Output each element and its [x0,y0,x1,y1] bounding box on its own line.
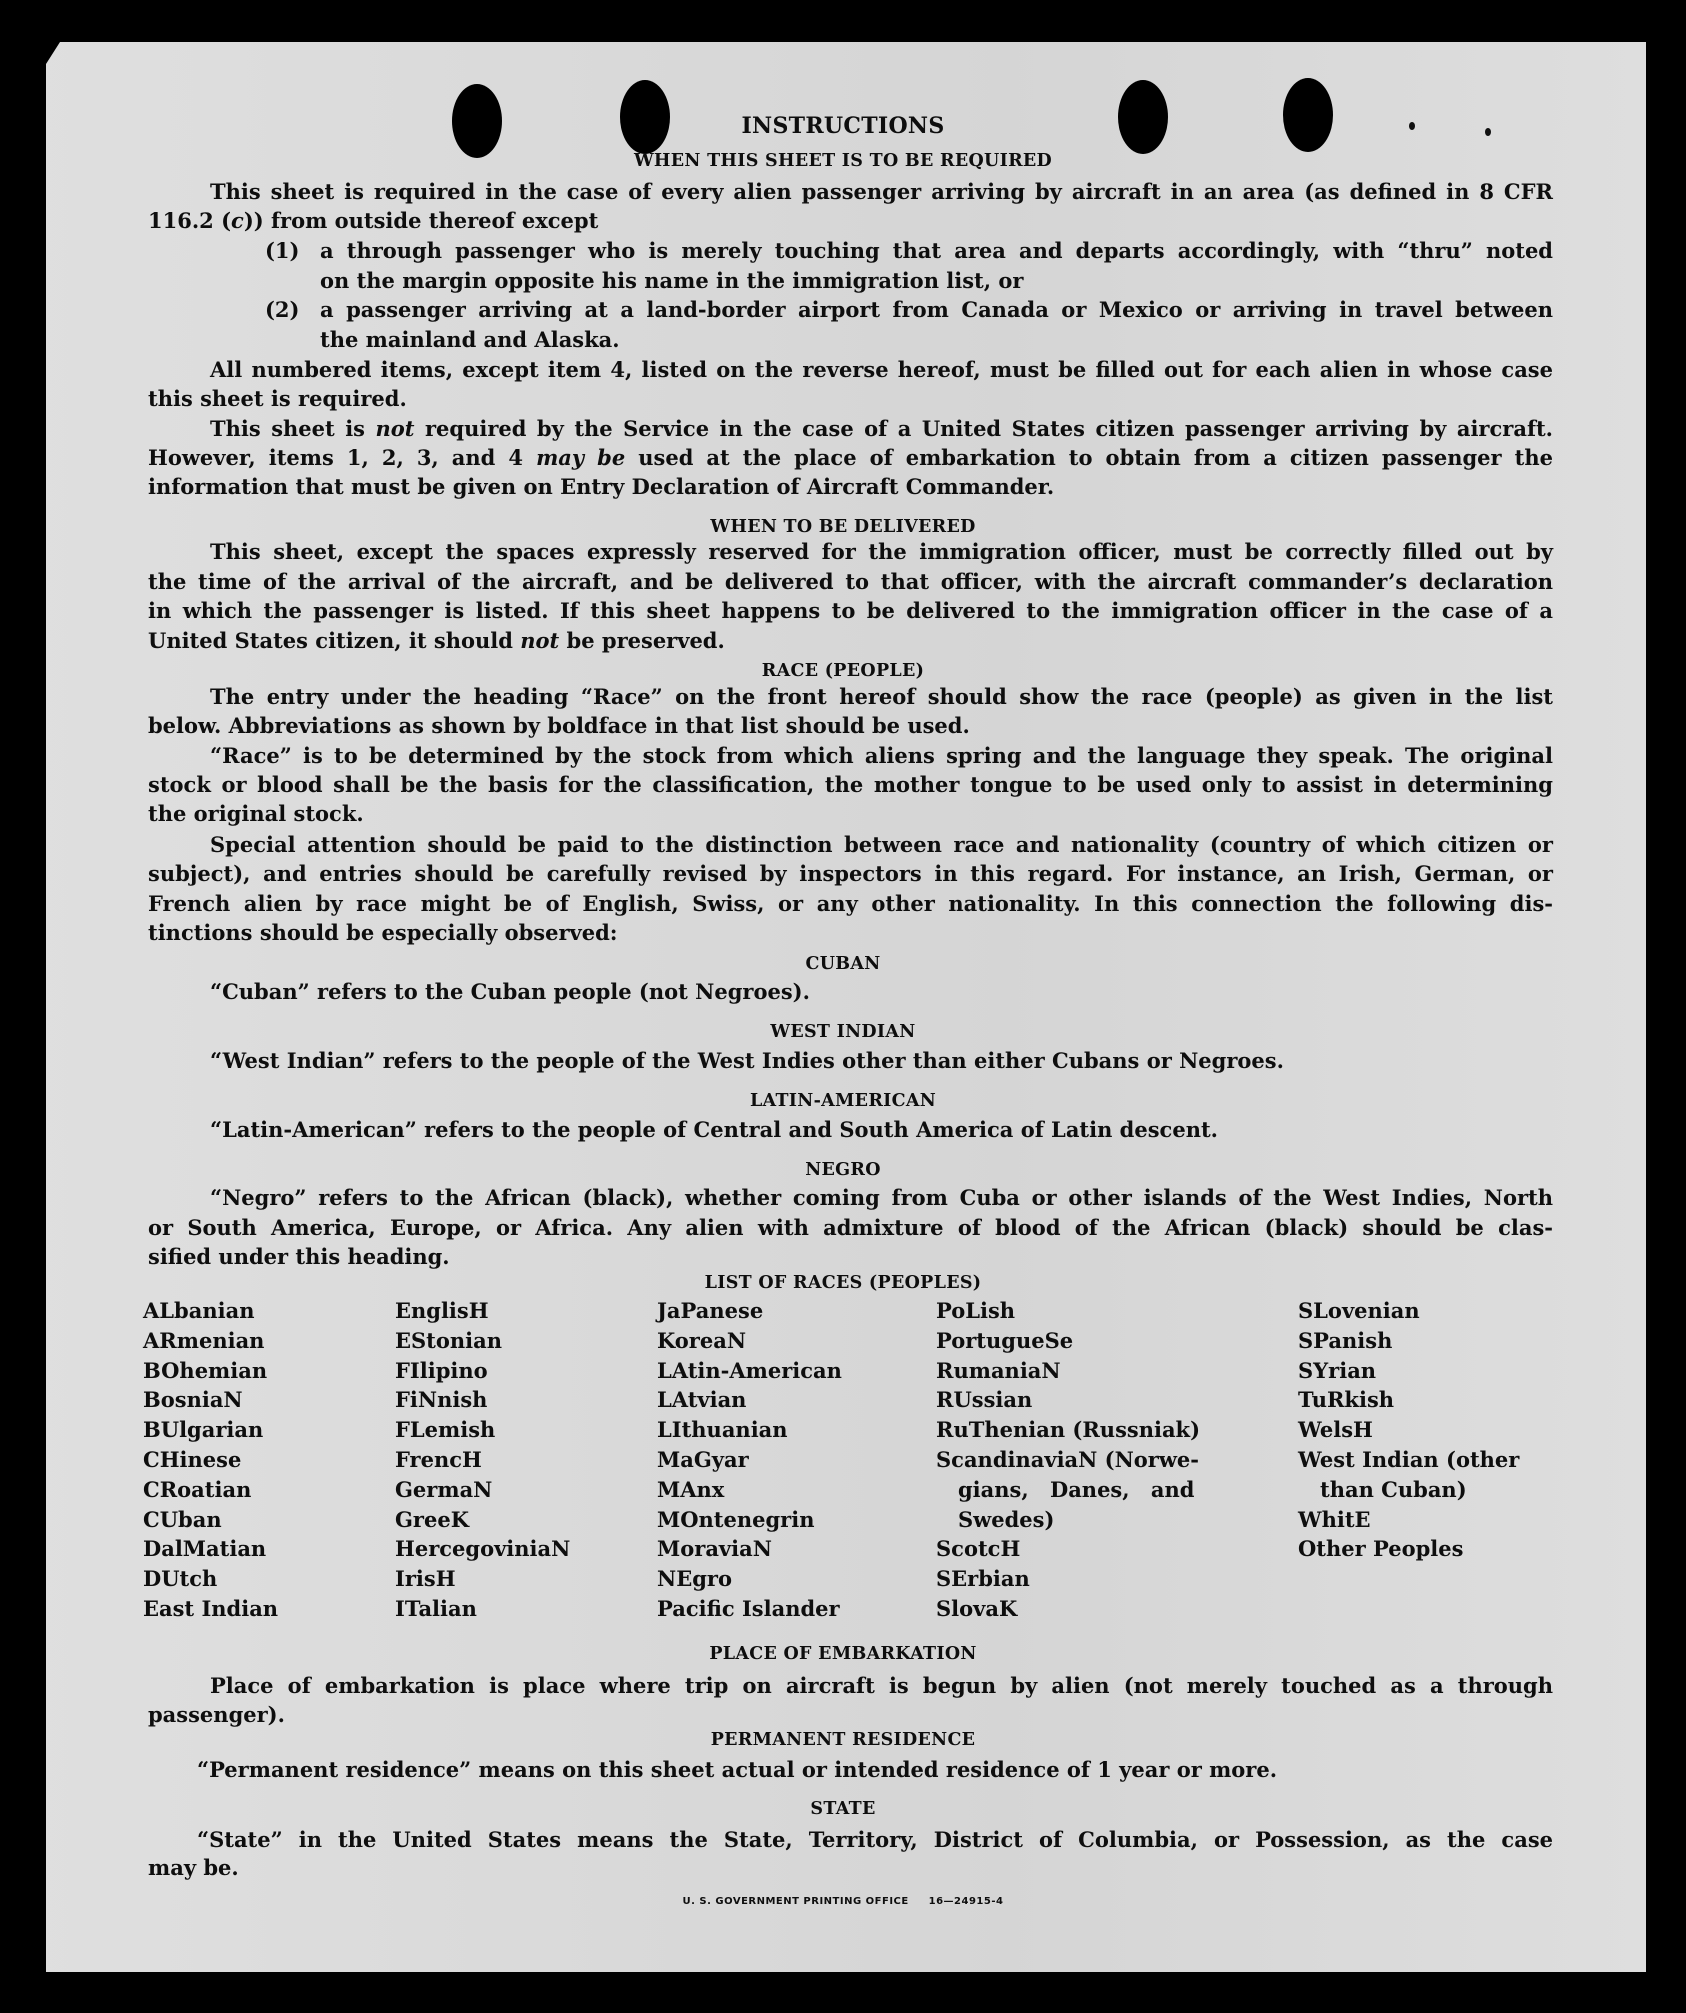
item-line: a passenger arriving at a land-border airport from Canada or Mexico or arriving in travel between [320,297,1553,322]
paragraph-line: “State” in the United States means the State, Territory, District of Columbia, or Possession, as the case [197,1827,1553,1852]
race-entry: GreeK [395,1506,469,1532]
item-line: a through passenger who is merely touching that area and departs accordingly, with “thru” noted [320,238,1553,263]
paragraph-line: All numbered items, except item 4, listed on the reverse hereof, must be filled out for each alien in whose case [210,357,1553,382]
section-heading-required: WHEN THIS SHEET IS TO BE REQUIRED [633,151,1053,171]
race-entry: SYrian [1298,1357,1377,1383]
race-entry: WhitE [1298,1506,1371,1532]
printer-name: U. S. GOVERNMENT PRINTING OFFICE [682,1896,909,1907]
italic-text: may be [536,445,626,470]
race-entry: MaGyar [657,1447,749,1472]
race-entry: DalMatian [143,1536,267,1562]
race-entry: ALbanian [143,1298,255,1323]
paragraph-line [148,627,1553,655]
race-entry: than Cuban) [1320,1476,1467,1502]
race-entry: ITalian [395,1596,477,1621]
race-entry: LAtvian [657,1387,747,1413]
paragraph-line: below. Abbreviations as shown by boldface in that list should be used. [148,713,970,738]
race-entry: PortugueSe [936,1327,1074,1353]
race-entry: FiNnish [395,1387,488,1413]
item-number: (1) [265,238,300,263]
race-entry: BOhemian [143,1357,268,1383]
text-span: This sheet is [210,416,376,441]
race-entry: LIthuanian [657,1417,788,1443]
printer-imprint [0,1888,1686,1916]
paragraph-line: Special attention should be paid to the distinction between race and nationality (country of which citizen or [210,832,1553,857]
paragraph-line: in which the passenger is listed. If this sheet happens to be delivered to the immigration officer in the case of a [148,598,1553,623]
section-heading-race: RACE (PEOPLE) [761,661,925,681]
race-entry: KoreaN [657,1327,747,1353]
race-entry: ScotcH [936,1536,1021,1562]
text-span: be preserved. [559,628,725,653]
paragraph-line: tinctions should be especially observed: [148,920,618,945]
text-span: used at the place of embarkation to obtain from a citizen passenger the [625,445,1553,470]
paragraph-line: the original stock. [148,801,364,826]
race-entry: EnglisH [395,1298,489,1323]
section-heading-latin-american: LATIN-AMERICAN [749,1091,937,1111]
paragraph-line: subject), and entries should be carefully revised by inspectors in this regard. For instance, an Irish, German, or [148,861,1553,886]
paragraph-line: this sheet is required. [148,386,407,411]
text-span: 116.2 ( [148,208,232,233]
race-entry: TuRkish [1298,1387,1395,1413]
paragraph-line [210,415,1553,443]
race-entry: CRoatian [143,1476,252,1502]
text-span: required by the Service in the case of a United States citizen passenger arriving by aircraft. [414,416,1553,441]
form-number: 16—24915-4 [928,1896,1004,1907]
race-entry: CHinese [143,1447,242,1472]
paragraph-line: This sheet is required in the case of every alien passenger arriving by aircraft in an area (as defined in 8 CFR [210,179,1553,204]
paragraph-line: Place of embarkation is place where trip on aircraft is begun by alien (not merely touched as a through [210,1673,1553,1698]
race-entry: RumaniaN [936,1357,1061,1383]
race-entry: CUban [143,1506,222,1532]
race-entry: DUtch [143,1566,218,1592]
paragraph-line [148,207,1553,235]
italic-text: not [375,416,415,441]
race-entry: EStonian [395,1327,502,1353]
race-entry: SPanish [1298,1327,1393,1353]
paragraph-line: “Cuban” refers to the Cuban people (not Negroes). [210,979,810,1004]
paragraph-line: or South America, Europe, or Africa. Any alien with admixture of blood of the African (black) should be clas- [148,1215,1553,1240]
text-span: )) from outside thereof except [243,208,599,233]
race-entry: MAnx [657,1476,725,1502]
page-title: INSTRUCTIONS [741,113,945,139]
race-entry: Pacific Islander [657,1596,840,1621]
section-heading-embarkation: PLACE OF EMBARKATION [709,1644,977,1664]
race-entry: IrisH [395,1566,456,1592]
section-heading-list-of-races: LIST OF RACES (PEOPLES) [704,1273,982,1293]
race-entry: FrencH [395,1447,482,1472]
paragraph-line: passenger). [148,1702,285,1727]
item-line: the mainland and Alaska. [320,327,620,352]
section-heading-residence: PERMANENT RESIDENCE [710,1730,976,1750]
race-entry: GermaN [395,1476,493,1502]
section-heading-cuban: CUBAN [805,954,881,974]
paragraph-line: “West Indian” refers to the people of the West Indies other than either Cubans or Negroes. [210,1048,1284,1073]
paragraph-line: “Race” is to be determined by the stock from which aliens spring and the language they speak. The original [210,743,1553,768]
race-entry: FIlipino [395,1357,488,1383]
race-entry: WelsH [1298,1417,1373,1443]
race-entry: BUlgarian [143,1417,264,1443]
race-entry: ARmenian [143,1327,265,1353]
paragraph-line [148,444,1553,472]
paragraph-line: The entry under the heading “Race” on the front hereof should show the race (people) as given in the list [210,684,1553,709]
race-entry: Other Peoples [1298,1536,1464,1562]
paragraph-line: information that must be given on Entry Declaration of Aircraft Commander. [148,474,1055,499]
race-entry: BosniaN [143,1387,243,1413]
paragraph-line: stock or blood shall be the basis for the classification, the mother tongue to be used only to assist in determining [148,772,1553,797]
paragraph-line: “Permanent residence” means on this sheet actual or intended residence of 1 year or more. [197,1757,1278,1782]
race-entry: JaPanese [657,1298,764,1323]
race-entry: SLovenian [1298,1298,1420,1323]
race-entry: SlovaK [936,1596,1018,1621]
section-heading-delivered: WHEN TO BE DELIVERED [710,517,976,537]
race-entry: FLemish [395,1417,496,1443]
race-entry: East Indian [143,1596,279,1621]
section-heading-negro: NEGRO [805,1160,881,1180]
italic-text: not [520,628,560,653]
page-corner-fold [46,42,60,64]
race-entry: RUssian [936,1387,1033,1413]
paragraph-line: French alien by race might be of English, Swiss, or any other nationality. In this connection the following dis- [148,891,1553,916]
text-span: United States citizen, it should [148,628,521,653]
section-heading-state: STATE [810,1799,876,1819]
race-entry: NEgro [657,1566,732,1592]
race-entry: ScandinaviaN (Norwe- [936,1447,1200,1472]
paragraph-line: “Latin-American” refers to the people of Central and South America of Latin descent. [210,1117,1218,1142]
paragraph-line: the time of the arrival of the aircraft, and be delivered to that officer, with the aircraft commander’s declaration [148,569,1553,594]
race-entry: West Indian (other [1298,1447,1520,1472]
race-entry: SErbian [936,1566,1030,1592]
race-entry: MoraviaN [657,1536,772,1562]
italic-text: c [231,208,244,233]
race-entry: HercegoviniaN [395,1536,571,1562]
paragraph-line: “Negro” refers to the African (black), whether coming from Cuba or other islands of the West Indies, North [210,1185,1553,1210]
paragraph-line: This sheet, except the spaces expressly reserved for the immigration officer, must be correctly filled out by [210,539,1553,564]
race-entry: LAtin-American [657,1357,842,1383]
paragraph-line: may be. [148,1855,239,1880]
race-entry: MOntenegrin [657,1506,815,1532]
race-entry: gians, Danes, and [958,1476,1195,1502]
item-line: on the margin opposite his name in the immigration list, or [320,268,1024,293]
section-heading-west-indian: WEST INDIAN [770,1022,916,1042]
race-entry: PoLish [936,1298,1016,1323]
paragraph-line: sified under this heading. [148,1244,450,1269]
item-number: (2) [265,297,300,322]
race-entry: RuThenian (Russniak) [936,1417,1201,1443]
race-entry: Swedes) [958,1506,1055,1532]
text-span: However, items 1, 2, 3, and 4 [148,445,537,470]
